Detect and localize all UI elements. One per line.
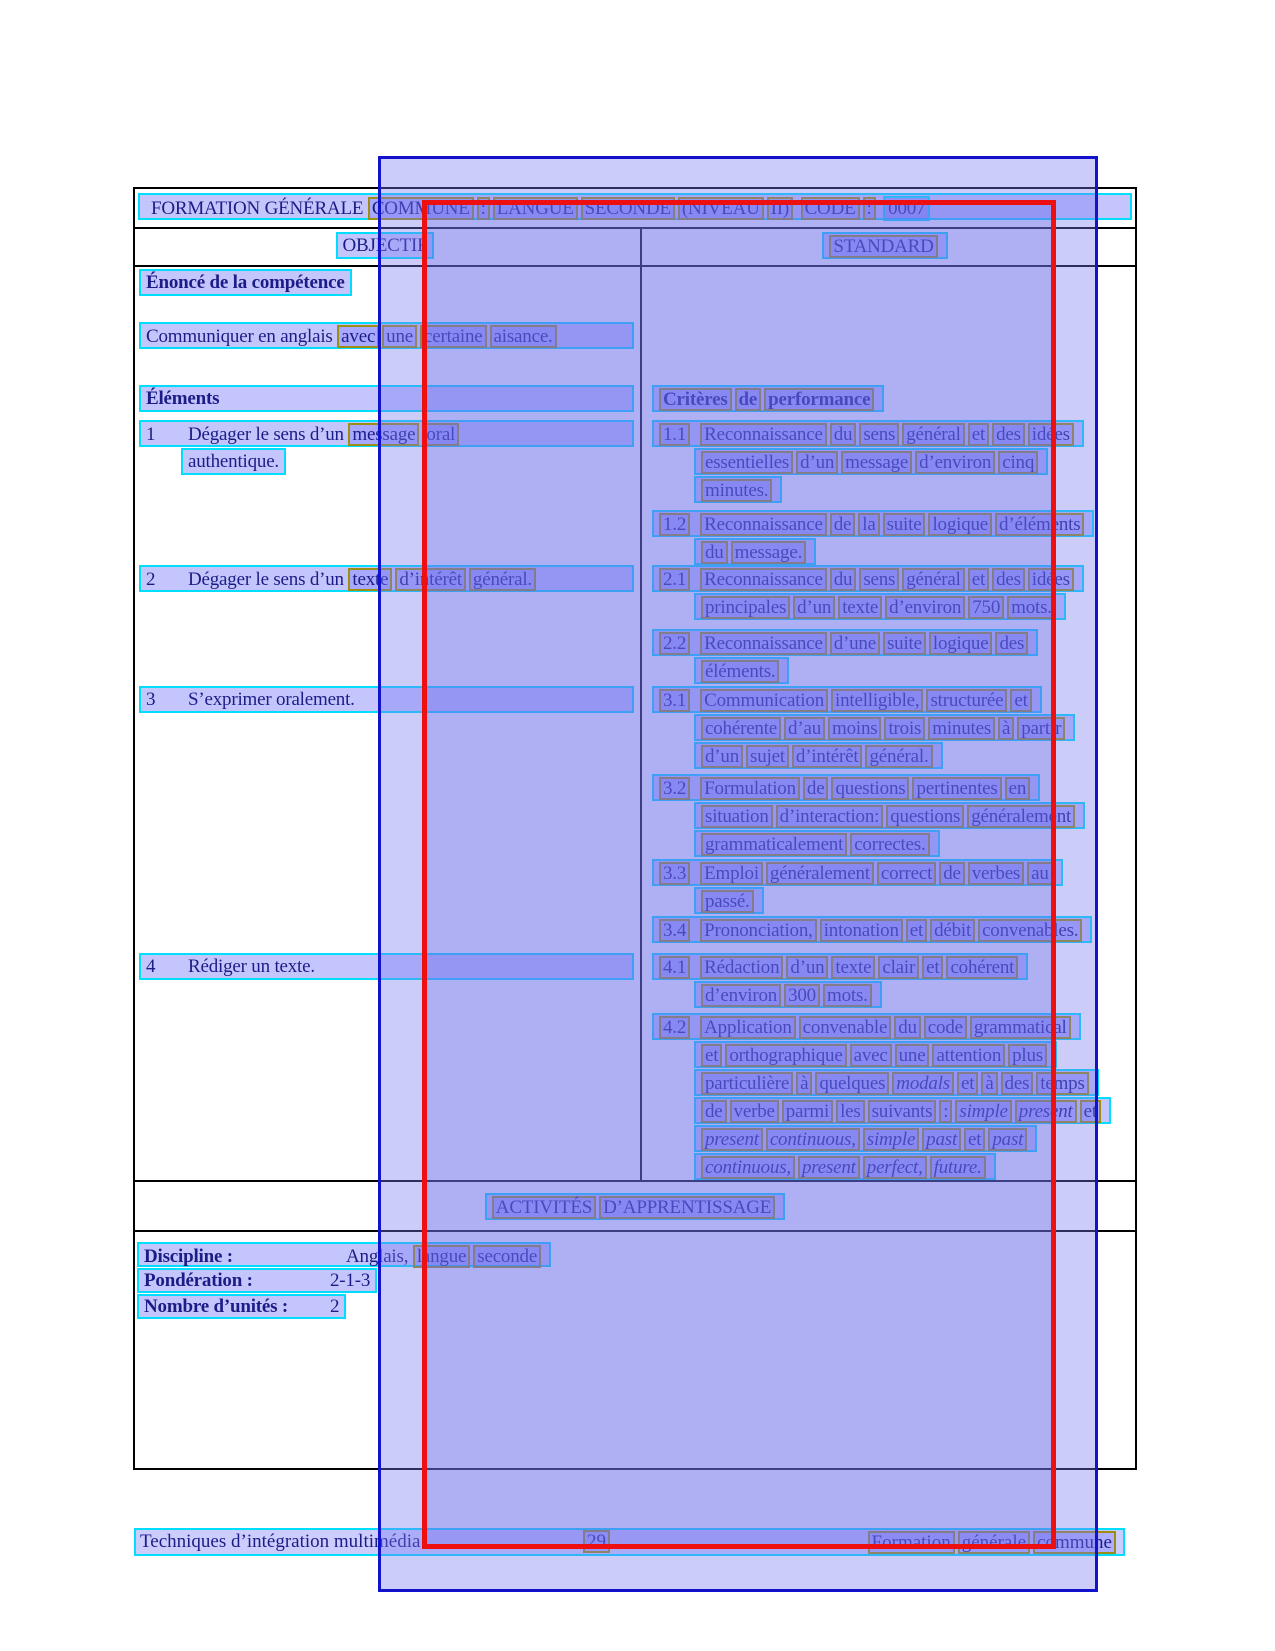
column-header-row (135, 229, 1135, 267)
objectif-column (135, 267, 640, 1180)
code-value: 0007 (883, 196, 930, 221)
enonce-heading: Énoncé de la compétence (139, 269, 352, 296)
criteria-row: 4.2 Application convenable du code grammatical et orthographique avec une attention plus particulière à quelques modals et à des temps de verbe parmi les suivants : simple present et present continuous, simple past et past continuous, present perfect, future. (652, 1013, 1131, 1181)
column-standard: STANDARD (822, 232, 947, 259)
column-objectif: OBJECTIF (336, 232, 435, 259)
table-header-row (135, 189, 1135, 229)
criteria-row: 3.2 Formulation de questions pertinentes en situation d’interaction: questions généralement grammaticalement correctes. (652, 774, 1131, 858)
criteria-row: 4.1 Rédaction d’un texte clair et cohérent d’environ 300 mots. (652, 953, 1131, 1009)
footer-left: Techniques d’intégration multimédia (140, 1531, 421, 1552)
fiche-fields (137, 1242, 1125, 1320)
page-footer (134, 1528, 1125, 1556)
footer-right: Formation générale commune (868, 1531, 1119, 1554)
criteria-row: 3.3 Emploi généralement correct de verbes au passé. (652, 859, 1131, 915)
criteria-row: 3.4 Prononciation, intonation et débit convenables. (652, 916, 1131, 944)
fiche-table (133, 1230, 1137, 1470)
criteria-row: 1.2 Reconnaissance de la suite logique d’éléments du message. (652, 510, 1131, 566)
header-line-box (138, 193, 1132, 220)
criteres-heading: Critères de performance (652, 385, 1135, 412)
page-title-highlighted: COMMUNE : LANGUE SECONDE (NIVEAU II) (368, 198, 796, 219)
code-label: CODE : 0007 (801, 198, 935, 219)
criteria-row: 3.1 Communication intelligible, structurée et cohérente d’au moins trois minutes à partir d’un sujet d’intérêt général. (652, 686, 1131, 770)
fiche-field-row: Pondération : 2-1-3 (137, 1268, 1125, 1294)
footer-page-number: 29 (583, 1530, 613, 1553)
element-row: 1 Dégager le sens d’un message oral authentique. (139, 420, 634, 476)
criteria-row: 2.2 Reconnaissance d’une suite logique des éléments. (652, 629, 1131, 685)
column-divider (640, 229, 642, 265)
elements-heading: Éléments (139, 385, 634, 412)
fiche-field-row: Discipline : Anglais, langue seconde (137, 1242, 1125, 1268)
table-body (135, 267, 1135, 1180)
activites-band (133, 1180, 1137, 1232)
activites-heading: ACTIVITÉS D’APPRENTISSAGE (485, 1193, 785, 1220)
fiche-field-row: Nombre d’unités : 2 (137, 1294, 1125, 1320)
standard-column (642, 267, 1135, 1180)
element-row: 4 Rédiger un texte. (139, 953, 634, 981)
enonce-text: Communiquer en anglais avec une certaine aisance. (139, 322, 634, 350)
element-row: 3 S’exprimer oralement. (139, 686, 634, 714)
criteria-row: 1.1 Reconnaissance du sens général et des idées essentielles d’un message d’environ cinq minutes. (652, 420, 1131, 504)
page-title: FORMATION GÉNÉRALE (151, 198, 368, 219)
element-row: 2 Dégager le sens d’un texte d’intérêt général. (139, 565, 634, 593)
objectif-standard-table (133, 187, 1137, 1182)
criteria-row: 2.1 Reconnaissance du sens général et des idées principales d’un texte d’environ 750 mots. (652, 565, 1131, 621)
